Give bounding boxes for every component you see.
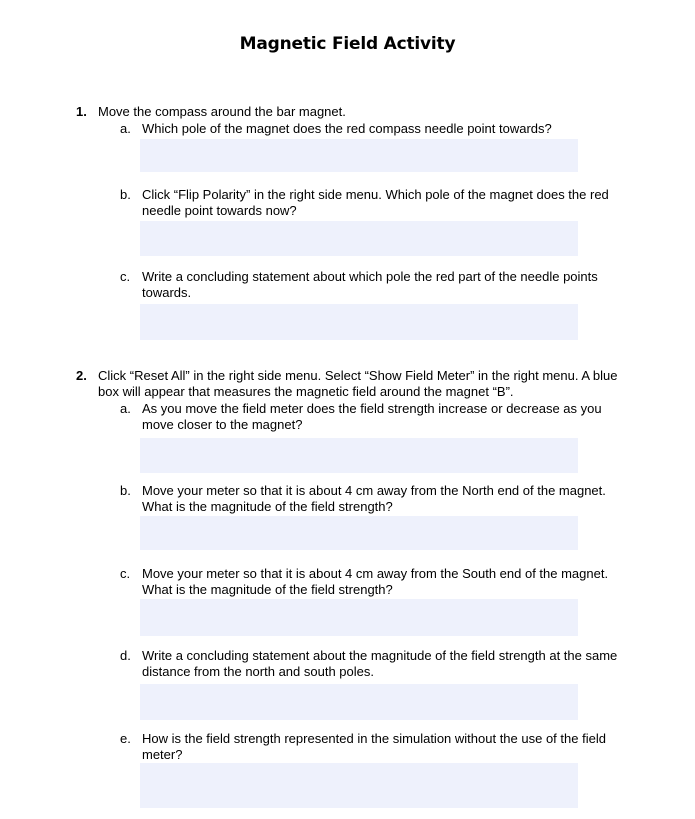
- q2-part-c-letter: c.: [120, 566, 131, 581]
- q2-part-c-answer-field[interactable]: [140, 599, 578, 636]
- q1-part-b-text: Click “Flip Polarity” in the right side menu. Which pole of the magnet does the red needle point towards now?: [142, 187, 609, 218]
- q2-part-d-letter: d.: [120, 648, 131, 663]
- question-1-text: Move the compass around the bar magnet.: [98, 104, 346, 119]
- q2-part-e-letter: e.: [120, 731, 131, 746]
- q1-part-c-text: Write a concluding statement about which pole the red part of the needle points towards.: [142, 269, 598, 300]
- q2-part-b-text: Move your meter so that it is about 4 cm away from the North end of the magnet. What is the magnitude of the field strength?: [142, 483, 606, 514]
- q2-part-b-letter: b.: [120, 483, 131, 498]
- question-2-number: 2.: [76, 368, 87, 383]
- question-1-number: 1.: [76, 104, 87, 119]
- q1-part-c-answer-field[interactable]: [140, 304, 578, 340]
- q1-part-c-letter: c.: [120, 269, 131, 284]
- q2-part-c-text: Move your meter so that it is about 4 cm away from the South end of the magnet. What is the magnitude of the field strength?: [142, 566, 609, 597]
- q1-part-a-letter: a.: [120, 121, 131, 136]
- q2-part-d-text: Write a concluding statement about the magnitude of the field strength at the same distance from the north and south poles.: [142, 648, 618, 679]
- q2-part-d-answer-field[interactable]: [140, 684, 578, 720]
- q2-part-e-text: How is the field strength represented in the simulation without the use of the field meter?: [142, 731, 606, 762]
- q1-part-b-letter: b.: [120, 187, 131, 202]
- q2-part-a-letter: a.: [120, 401, 131, 416]
- question-2-text: Click “Reset All” in the right side menu. Select “Show Field Meter” in the right menu. A blue box will appear that measures the magnetic field around the magnet “B”.: [98, 368, 618, 399]
- q1-part-a-text: Which pole of the magnet does the red compass needle point towards?: [142, 121, 552, 136]
- page-title: Magnetic Field Activity: [239, 34, 456, 54]
- q2-part-a-answer-field[interactable]: [140, 438, 578, 473]
- q2-part-a-text: As you move the field meter does the field strength increase or decrease as you move closer to the magnet?: [142, 401, 602, 432]
- q2-part-e-answer-field[interactable]: [140, 763, 578, 808]
- q1-part-a-answer-field[interactable]: [140, 139, 578, 172]
- q1-part-b-answer-field[interactable]: [140, 221, 578, 256]
- q2-part-b-answer-field[interactable]: [140, 516, 578, 550]
